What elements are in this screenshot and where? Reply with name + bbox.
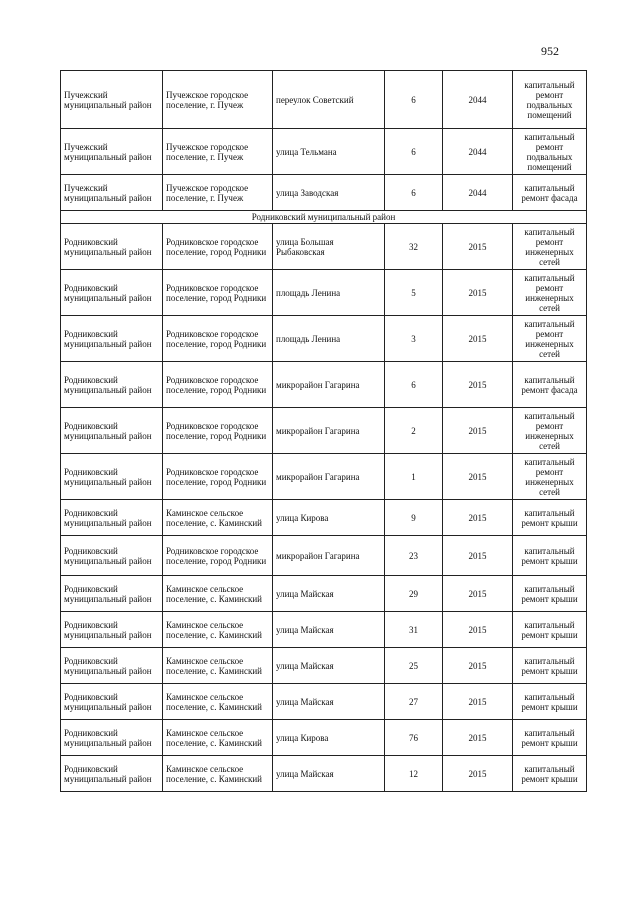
settlement-cell: Каминское сельское поселение, с. Каминский xyxy=(163,756,273,792)
house-number-cell: 27 xyxy=(385,684,443,720)
work-type-cell: капитальный ремонт крыши xyxy=(513,536,587,576)
street-cell: площадь Ленина xyxy=(273,316,385,362)
street-cell: улица Майская xyxy=(273,756,385,792)
year-cell: 2015 xyxy=(443,536,513,576)
street-cell: микрорайон Гагарина xyxy=(273,454,385,500)
table-row xyxy=(61,408,587,454)
district-cell: Пучежский муниципальный район xyxy=(61,71,163,129)
settlement-cell: Родниковское городское поселение, город Родники xyxy=(163,316,273,362)
year-cell: 2015 xyxy=(443,316,513,362)
district-cell: Родниковский муниципальный район xyxy=(61,720,163,756)
street-cell: микрорайон Гагарина xyxy=(273,536,385,576)
street-cell: улица Большая Рыбаковская xyxy=(273,224,385,270)
house-number-cell: 12 xyxy=(385,756,443,792)
table-row xyxy=(61,720,587,756)
street-cell: микрорайон Гагарина xyxy=(273,408,385,454)
table-row xyxy=(61,362,587,408)
registry-body xyxy=(61,71,587,792)
district-cell: Родниковский муниципальный район xyxy=(61,454,163,500)
street-cell: улица Кирова xyxy=(273,500,385,536)
settlement-cell: Пучежское городское поселение, г. Пучеж xyxy=(163,129,273,175)
table-row xyxy=(61,576,587,612)
street-cell: переулок Советский xyxy=(273,71,385,129)
table-row xyxy=(61,224,587,270)
house-number-cell: 6 xyxy=(385,129,443,175)
settlement-cell: Родниковское городское поселение, город Родники xyxy=(163,270,273,316)
district-cell: Родниковский муниципальный район xyxy=(61,408,163,454)
year-cell: 2015 xyxy=(443,408,513,454)
settlement-cell: Каминское сельское поселение, с. Каминский xyxy=(163,576,273,612)
street-cell: улица Тельмана xyxy=(273,129,385,175)
house-number-cell: 32 xyxy=(385,224,443,270)
house-number-cell: 2 xyxy=(385,408,443,454)
table-row xyxy=(61,129,587,175)
year-cell: 2015 xyxy=(443,500,513,536)
district-cell: Родниковский муниципальный район xyxy=(61,756,163,792)
table-row xyxy=(61,756,587,792)
district-cell: Родниковский муниципальный район xyxy=(61,536,163,576)
house-number-cell: 6 xyxy=(385,175,443,211)
house-number-cell: 29 xyxy=(385,576,443,612)
settlement-cell: Родниковское городское поселение, город Родники xyxy=(163,454,273,500)
house-number-cell: 23 xyxy=(385,536,443,576)
table-row xyxy=(61,536,587,576)
table-row xyxy=(61,316,587,362)
work-type-cell: капитальный ремонт фасада xyxy=(513,175,587,211)
work-type-cell: капитальный ремонт крыши xyxy=(513,684,587,720)
street-cell: улица Майская xyxy=(273,648,385,684)
work-type-cell: капитальный ремонт крыши xyxy=(513,756,587,792)
work-type-cell: капитальный ремонт фасада xyxy=(513,362,587,408)
year-cell: 2015 xyxy=(443,224,513,270)
district-cell: Родниковский муниципальный район xyxy=(61,500,163,536)
district-cell: Пучежский муниципальный район xyxy=(61,129,163,175)
work-type-cell: капитальный ремонт крыши xyxy=(513,612,587,648)
work-type-cell: капитальный ремонт подвальных помещений xyxy=(513,129,587,175)
house-number-cell: 3 xyxy=(385,316,443,362)
work-type-cell: капитальный ремонт инженерных сетей xyxy=(513,408,587,454)
house-number-cell: 1 xyxy=(385,454,443,500)
year-cell: 2015 xyxy=(443,648,513,684)
settlement-cell: Каминское сельское поселение, с. Каминский xyxy=(163,612,273,648)
street-cell: улица Майская xyxy=(273,684,385,720)
section-header-row xyxy=(61,211,587,224)
table-row xyxy=(61,71,587,129)
district-cell: Родниковский муниципальный район xyxy=(61,648,163,684)
street-cell: площадь Ленина xyxy=(273,270,385,316)
table-row xyxy=(61,175,587,211)
work-type-cell: капитальный ремонт инженерных сетей xyxy=(513,270,587,316)
district-cell: Родниковский муниципальный район xyxy=(61,612,163,648)
settlement-cell: Пучежское городское поселение, г. Пучеж xyxy=(163,71,273,129)
district-cell: Пучежский муниципальный район xyxy=(61,175,163,211)
settlement-cell: Каминское сельское поселение, с. Каминский xyxy=(163,720,273,756)
house-number-cell: 9 xyxy=(385,500,443,536)
house-number-cell: 6 xyxy=(385,71,443,129)
street-cell: улица Майская xyxy=(273,576,385,612)
work-type-cell: капитальный ремонт инженерных сетей xyxy=(513,224,587,270)
district-cell: Родниковский муниципальный район xyxy=(61,362,163,408)
table-row xyxy=(61,270,587,316)
work-type-cell: капитальный ремонт инженерных сетей xyxy=(513,316,587,362)
district-cell: Родниковский муниципальный район xyxy=(61,270,163,316)
table-row xyxy=(61,500,587,536)
street-cell: улица Кирова xyxy=(273,720,385,756)
district-cell: Родниковский муниципальный район xyxy=(61,316,163,362)
house-number-cell: 31 xyxy=(385,612,443,648)
work-type-cell: капитальный ремонт крыши xyxy=(513,720,587,756)
street-cell: микрорайон Гагарина xyxy=(273,362,385,408)
settlement-cell: Каминское сельское поселение, с. Каминский xyxy=(163,648,273,684)
settlement-cell: Родниковское городское поселение, город Родники xyxy=(163,408,273,454)
work-type-cell: капитальный ремонт инженерных сетей xyxy=(513,454,587,500)
year-cell: 2015 xyxy=(443,684,513,720)
district-cell: Родниковский муниципальный район xyxy=(61,576,163,612)
settlement-cell: Каминское сельское поселение, с. Каминский xyxy=(163,500,273,536)
work-type-cell: капитальный ремонт крыши xyxy=(513,576,587,612)
page-number: 952 xyxy=(541,44,559,58)
year-cell: 2015 xyxy=(443,270,513,316)
street-cell: улица Майская xyxy=(273,612,385,648)
house-number-cell: 5 xyxy=(385,270,443,316)
year-cell: 2015 xyxy=(443,576,513,612)
year-cell: 2015 xyxy=(443,720,513,756)
settlement-cell: Родниковское городское поселение, город Родники xyxy=(163,224,273,270)
settlement-cell: Каминское сельское поселение, с. Каминский xyxy=(163,684,273,720)
year-cell: 2044 xyxy=(443,175,513,211)
year-cell: 2044 xyxy=(443,129,513,175)
year-cell: 2044 xyxy=(443,71,513,129)
table-row xyxy=(61,684,587,720)
district-cell: Родниковский муниципальный район xyxy=(61,684,163,720)
settlement-cell: Пучежское городское поселение, г. Пучеж xyxy=(163,175,273,211)
table-row xyxy=(61,612,587,648)
settlement-cell: Родниковское городское поселение, город Родники xyxy=(163,536,273,576)
table-row xyxy=(61,454,587,500)
work-type-cell: капитальный ремонт крыши xyxy=(513,500,587,536)
section-title: Родниковский муниципальный район xyxy=(61,211,587,224)
year-cell: 2015 xyxy=(443,612,513,648)
repair-registry-table xyxy=(60,70,587,792)
year-cell: 2015 xyxy=(443,756,513,792)
year-cell: 2015 xyxy=(443,362,513,408)
house-number-cell: 76 xyxy=(385,720,443,756)
work-type-cell: капитальный ремонт подвальных помещений xyxy=(513,71,587,129)
street-cell: улица Заводская xyxy=(273,175,385,211)
table-row xyxy=(61,648,587,684)
house-number-cell: 6 xyxy=(385,362,443,408)
district-cell: Родниковский муниципальный район xyxy=(61,224,163,270)
house-number-cell: 25 xyxy=(385,648,443,684)
settlement-cell: Родниковское городское поселение, город Родники xyxy=(163,362,273,408)
year-cell: 2015 xyxy=(443,454,513,500)
work-type-cell: капитальный ремонт крыши xyxy=(513,648,587,684)
